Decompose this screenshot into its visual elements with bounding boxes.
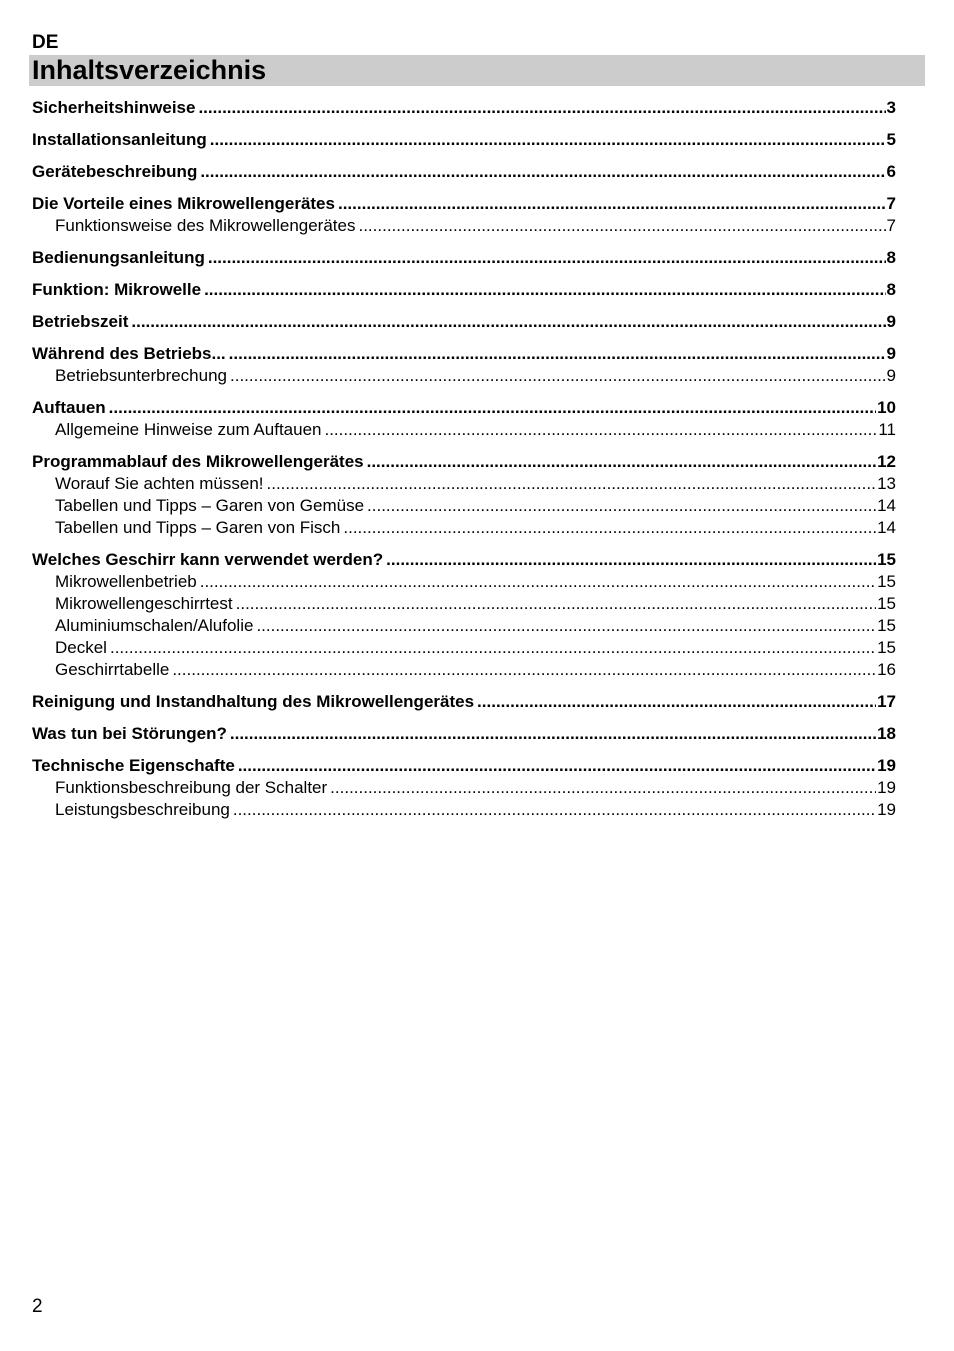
toc-entry-page: 5 xyxy=(886,130,896,149)
toc-entry-title: Betriebszeit xyxy=(32,312,129,331)
toc-entry-title: Leistungsbeschreibung xyxy=(55,800,230,819)
toc-entry xyxy=(32,129,896,151)
toc-entry xyxy=(32,549,896,571)
toc-entry-page: 3 xyxy=(886,98,896,117)
toc-entry-title: Bedienungsanleitung xyxy=(32,248,205,267)
toc-leader-dots xyxy=(210,129,886,151)
toc-entry-page: 15 xyxy=(877,572,896,591)
toc-leader-dots xyxy=(200,161,885,183)
toc-entry-page: 14 xyxy=(877,496,896,515)
toc-subentry xyxy=(32,571,896,593)
toc-entry-page: 19 xyxy=(877,800,896,819)
toc-leader-dots xyxy=(343,517,876,539)
toc-entry-page: 9 xyxy=(886,366,896,385)
toc-entry-title: Reinigung und Instandhaltung des Mikrowellengerätes xyxy=(32,692,475,711)
toc-leader-dots xyxy=(367,495,876,517)
toc-entry-title: Allgemeine Hinweise zum Auftauen xyxy=(55,420,322,439)
toc-entry-page: 17 xyxy=(877,692,896,711)
toc-leader-dots xyxy=(233,799,876,821)
toc-entry xyxy=(32,343,896,365)
toc-entry-page: 19 xyxy=(877,756,896,775)
toc-subentry xyxy=(32,473,896,495)
toc-entry-title: Welches Geschirr kann verwendet werden? xyxy=(32,550,384,569)
toc-entry-page: 15 xyxy=(877,616,896,635)
toc-entry-title: Technische Eigenschafte xyxy=(32,756,235,775)
toc-subentry xyxy=(32,615,896,637)
toc-entry xyxy=(32,311,896,333)
toc-entry-page: 8 xyxy=(886,280,896,299)
toc-entry-page: 7 xyxy=(886,216,896,235)
toc-entry xyxy=(32,755,896,777)
title-bar xyxy=(29,55,925,86)
toc-entry-title: Mikrowellengeschirrtest xyxy=(55,594,233,613)
toc-leader-dots xyxy=(200,571,876,593)
toc-subentry xyxy=(32,777,896,799)
toc-entry xyxy=(32,161,896,183)
toc-entry xyxy=(32,279,896,301)
toc-entry-page: 15 xyxy=(877,594,896,613)
toc-leader-dots xyxy=(267,473,877,495)
toc-entry-page: 13 xyxy=(877,474,896,493)
toc-entry-title: Funktionsbeschreibung der Schalter xyxy=(55,778,328,797)
toc-leader-dots xyxy=(367,451,876,473)
toc-entry xyxy=(32,247,896,269)
toc-entry-page: 9 xyxy=(886,344,896,363)
toc-leader-dots xyxy=(110,637,876,659)
toc-subentry xyxy=(32,637,896,659)
toc-entry-title: Geschirrtabelle xyxy=(55,660,170,679)
toc-entry-title: Worauf Sie achten müssen! xyxy=(55,474,264,493)
toc-entry-page: 16 xyxy=(877,660,896,679)
toc-entry-page: 15 xyxy=(877,550,896,569)
toc-leader-dots xyxy=(208,247,886,269)
language-code: DE xyxy=(32,32,59,53)
toc-entry-title: Funktionsweise des Mikrowellengerätes xyxy=(55,216,356,235)
toc-subentry xyxy=(32,365,896,387)
toc-leader-dots xyxy=(324,419,877,441)
toc-entry-page: 14 xyxy=(877,518,896,537)
page-number: 2 xyxy=(32,1296,43,1317)
toc-leader-dots xyxy=(330,777,876,799)
toc-leader-dots xyxy=(172,659,876,681)
toc-entry xyxy=(32,397,896,419)
toc-entry-page: 12 xyxy=(877,452,896,471)
toc-entry-title: Aluminiumschalen/Alufolie xyxy=(55,616,254,635)
toc-leader-dots xyxy=(358,215,885,237)
toc-leader-dots xyxy=(477,691,876,713)
toc-entry-page: 18 xyxy=(877,724,896,743)
toc-entry-title: Betriebsunterbrechung xyxy=(55,366,228,385)
toc-entry-title: Was tun bei Störungen? xyxy=(32,724,227,743)
toc-entry-title: Während des Betriebs... xyxy=(32,344,226,363)
toc-subentry xyxy=(32,419,896,441)
toc-entry-title: Tabellen und Tipps – Garen von Gemüse xyxy=(55,496,365,515)
table-of-contents xyxy=(32,97,896,821)
toc-entry-title: Sicherheitshinweise xyxy=(32,98,196,117)
toc-entry-title: Auftauen xyxy=(32,398,106,417)
toc-entry-title: Tabellen und Tipps – Garen von Fisch xyxy=(55,518,341,537)
toc-leader-dots xyxy=(230,723,876,745)
toc-entry xyxy=(32,691,896,713)
toc-entry xyxy=(32,97,896,119)
toc-entry-page: 11 xyxy=(878,420,896,439)
toc-entry-page: 9 xyxy=(886,312,896,331)
toc-leader-dots xyxy=(229,343,886,365)
toc-entry-title: Die Vorteile eines Mikrowellengerätes xyxy=(32,194,335,213)
toc-entry-title: Funktion: Mikrowelle xyxy=(32,280,202,299)
toc-entry-title: Programmablauf des Mikrowellengerätes xyxy=(32,452,364,471)
toc-entry-page: 7 xyxy=(886,194,896,213)
toc-entry-page: 19 xyxy=(877,778,896,797)
toc-leader-dots xyxy=(230,365,886,387)
toc-entry xyxy=(32,193,896,215)
toc-leader-dots xyxy=(386,549,876,571)
toc-leader-dots xyxy=(338,193,886,215)
toc-subentry xyxy=(32,593,896,615)
toc-entry-title: Gerätebeschreibung xyxy=(32,162,198,181)
toc-entry xyxy=(32,723,896,745)
page-title: Inhaltsverzeichnis xyxy=(32,55,267,85)
toc-leader-dots xyxy=(109,397,876,419)
toc-entry-page: 15 xyxy=(877,638,896,657)
toc-leader-dots xyxy=(238,755,876,777)
toc-subentry xyxy=(32,215,896,237)
toc-subentry xyxy=(32,799,896,821)
toc-subentry xyxy=(32,659,896,681)
toc-entry-page: 8 xyxy=(886,248,896,267)
toc-entry-title: Installationsanleitung xyxy=(32,130,207,149)
toc-leader-dots xyxy=(198,97,885,119)
toc-entry-page: 10 xyxy=(877,398,896,417)
toc-entry-page: 6 xyxy=(886,162,896,181)
toc-subentry xyxy=(32,517,896,539)
toc-entry-title: Mikrowellenbetrieb xyxy=(55,572,197,591)
toc-subentry xyxy=(32,495,896,517)
toc-leader-dots xyxy=(131,311,885,333)
toc-entry-title: Deckel xyxy=(55,638,107,657)
toc-leader-dots xyxy=(204,279,885,301)
toc-entry xyxy=(32,451,896,473)
toc-leader-dots xyxy=(236,593,876,615)
toc-leader-dots xyxy=(256,615,876,637)
